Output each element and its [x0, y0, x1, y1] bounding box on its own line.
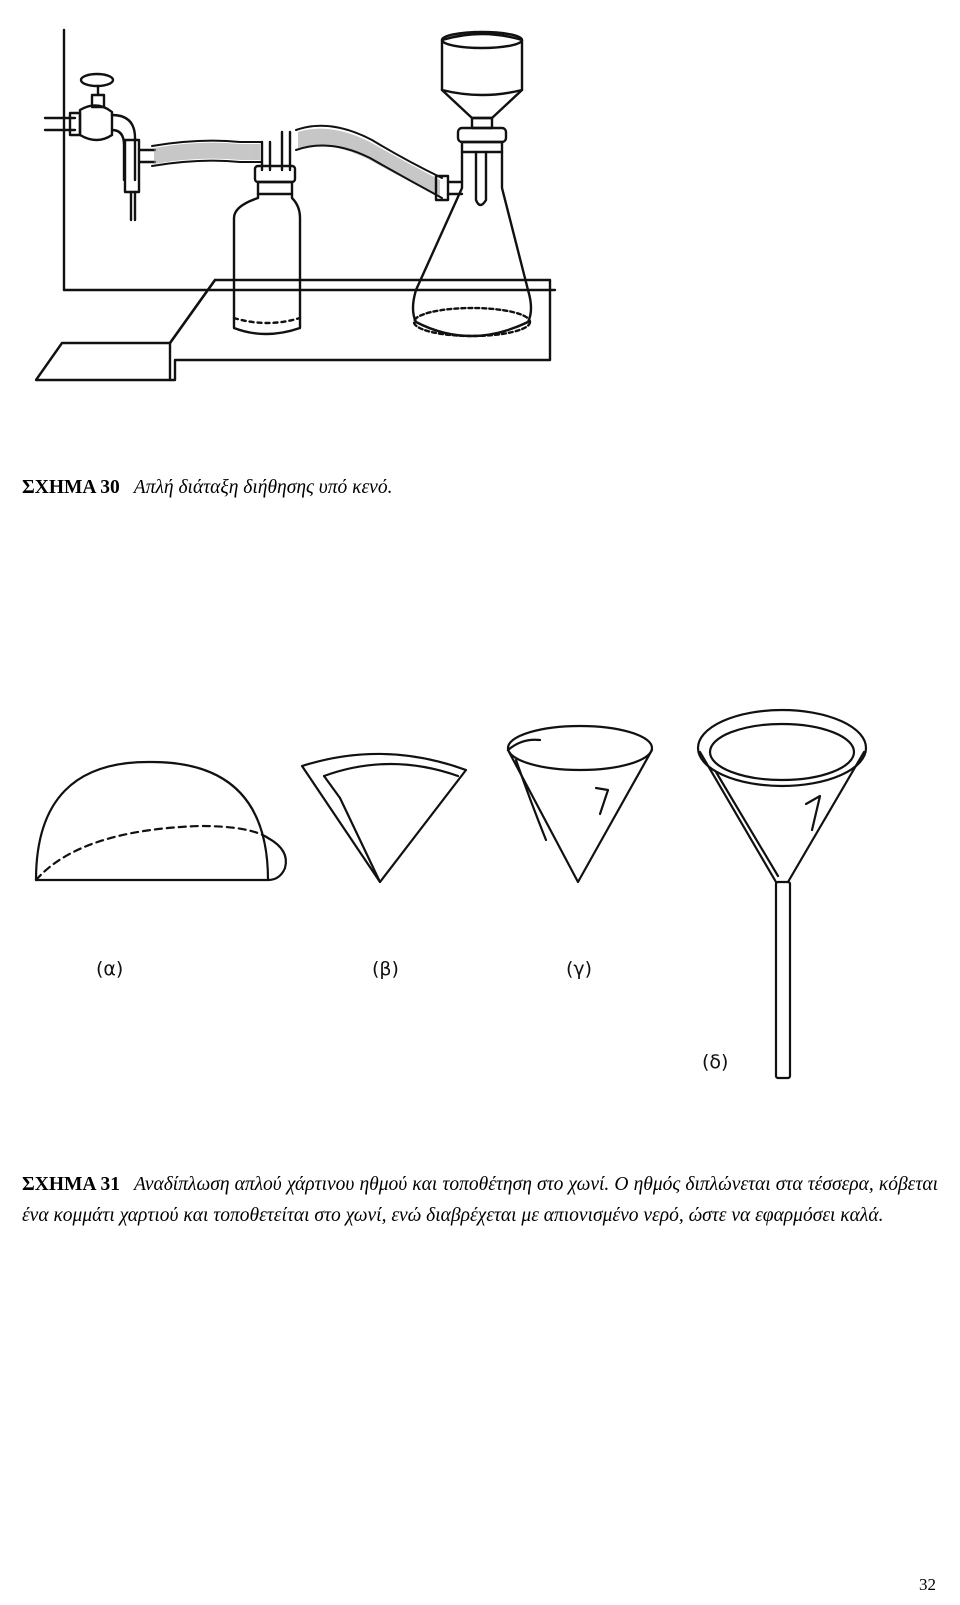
figure-31-caption: [22, 1170, 938, 1231]
folded-paper-b: [302, 754, 466, 882]
figure-31-label: ΣΧΗΜΑ 31: [22, 1174, 121, 1195]
page-number: 32: [919, 1575, 936, 1594]
sub-label-b: (β): [372, 958, 399, 980]
figure-31-caption-text: Αναδίπλωση απλού χάρτινου ηθμού και τοποθέτηση στο χωνί. Ο ηθμός διπλώνεται στα τέσσερα, κόβεται ένα κομμάτι χαρτιού και τοποθετείται στο χωνί, ενώ διαβρέχεται με απιονισμένο νερό, ώστε να εφαρμόσει καλά.: [22, 1174, 938, 1226]
funnel-rim-d: [698, 710, 866, 786]
funnel-stem-d: [776, 882, 790, 1078]
figure-30-label: ΣΧΗΜΑ 30: [22, 477, 120, 498]
sub-label-c: (γ): [566, 958, 593, 980]
sub-label-d: (δ): [702, 1051, 729, 1073]
sub-label-a: (α): [96, 958, 124, 980]
folded-paper-a: [36, 762, 268, 880]
figure-30-caption-text: Απλή διάταξη διήθησης υπό κενό.: [133, 477, 393, 498]
